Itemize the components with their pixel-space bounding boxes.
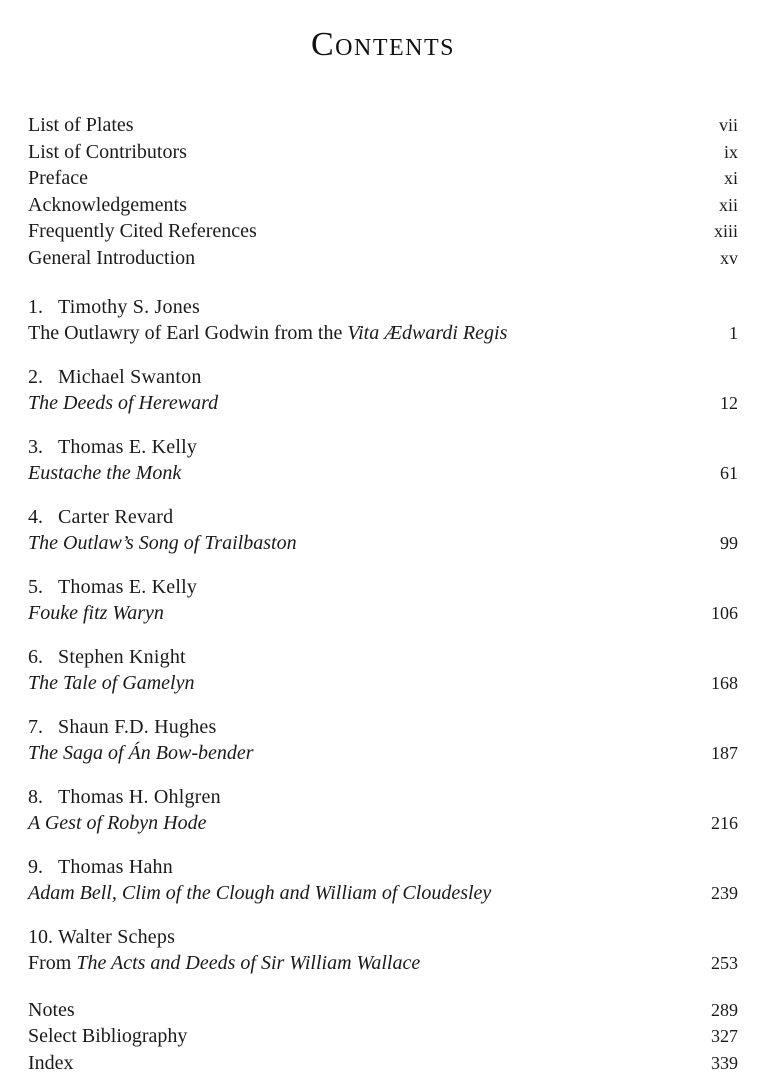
chapter-heading — [28, 574, 738, 600]
chapter-title — [28, 740, 680, 767]
chapter-page: 1 — [729, 322, 738, 343]
front-matter-label: General Introduction — [28, 246, 196, 269]
chapter-title-italic: The Tale of Gamelyn — [28, 671, 195, 694]
chapter-entry — [28, 644, 738, 697]
chapter-number: 3. — [28, 435, 43, 458]
chapter-number: 5. — [28, 575, 43, 598]
chapter-author: Stephen Knight — [58, 645, 186, 668]
chapter-title — [28, 390, 680, 417]
chapter-body — [28, 670, 738, 697]
front-matter-page: xiii — [713, 221, 738, 242]
list-item — [28, 1023, 738, 1050]
front-matter-list — [28, 112, 738, 272]
front-matter-label: Frequently Cited References — [28, 220, 257, 243]
chapter-author: Shaun F.D. Hughes — [58, 715, 217, 738]
chapter-author: Thomas H. Ohlgren — [58, 785, 221, 808]
back-matter-label: Index — [28, 1051, 74, 1074]
chapter-heading — [28, 784, 738, 810]
chapter-title — [28, 670, 680, 697]
chapter-number: 10. — [28, 925, 53, 948]
chapter-title — [28, 810, 680, 837]
chapter-title-italic: The Deeds of Hereward — [28, 391, 219, 414]
chapter-page: 99 — [720, 532, 738, 553]
chapter-body — [28, 810, 738, 837]
front-matter-label: Preface — [28, 167, 88, 190]
chapter-title — [28, 460, 680, 487]
chapter-number: 6. — [28, 645, 43, 668]
front-matter-page: xii — [718, 194, 738, 215]
list-item — [28, 192, 738, 219]
front-matter-label: List of Contributors — [28, 140, 187, 163]
chapter-title-plain: From — [28, 951, 77, 974]
front-matter-page: xv — [720, 247, 738, 268]
contents-page — [0, 18, 768, 1078]
chapter-entry — [28, 294, 738, 347]
chapter-page: 12 — [720, 392, 738, 413]
chapter-body — [28, 880, 738, 907]
chapter-page: 253 — [711, 952, 738, 973]
chapter-author: Thomas E. Kelly — [58, 575, 198, 598]
chapter-page: 106 — [711, 602, 738, 623]
chapter-page: 61 — [720, 462, 738, 483]
chapter-body — [28, 460, 738, 487]
chapter-entry — [28, 924, 738, 977]
chapter-title-italic: The Acts and Deeds of Sir William Wallace — [76, 951, 421, 974]
chapter-heading — [28, 504, 738, 530]
chapter-title-italic: Adam Bell, Clim of the Clough and William of Cloudesley — [28, 881, 492, 904]
chapter-body — [28, 740, 738, 767]
chapter-entry — [28, 364, 738, 417]
chapter-page: 187 — [711, 742, 738, 763]
chapter-list — [28, 294, 738, 977]
chapter-heading — [28, 924, 738, 950]
chapter-title-italic: The Outlaw’s Song of Trailbaston — [28, 531, 297, 554]
list-item — [28, 218, 738, 245]
front-matter-page: vii — [718, 115, 738, 135]
chapter-heading — [28, 854, 738, 880]
back-matter-label: Select Bibliography — [28, 1025, 188, 1048]
chapter-author: Timothy S. Jones — [58, 295, 200, 318]
chapter-entry — [28, 434, 738, 487]
chapter-body — [28, 320, 738, 347]
chapter-page: 168 — [711, 672, 738, 693]
chapter-title — [28, 600, 680, 627]
chapter-body — [28, 530, 738, 557]
chapter-page: 239 — [711, 882, 738, 903]
chapter-heading — [28, 644, 738, 670]
list-item — [28, 245, 738, 272]
chapter-entry — [28, 854, 738, 907]
chapter-entry — [28, 504, 738, 557]
chapter-title-plain: The Outlawry of Earl Godwin from the — [28, 321, 348, 344]
chapter-number: 1. — [28, 295, 43, 318]
chapter-author: Thomas Hahn — [58, 855, 173, 878]
back-matter-label: Notes — [28, 998, 75, 1021]
page-title: Contents — [310, 26, 455, 63]
chapter-title-italic: A Gest of Robyn Hode — [28, 811, 207, 834]
back-matter-list — [28, 997, 738, 1077]
chapter-entry — [28, 574, 738, 627]
chapter-number: 8. — [28, 785, 43, 808]
chapter-number: 4. — [28, 505, 43, 528]
list-item — [28, 165, 738, 192]
list-item — [28, 997, 738, 1024]
chapter-number: 2. — [28, 365, 43, 388]
chapter-entry — [28, 714, 738, 767]
chapter-title-italic: Fouke fitz Waryn — [28, 601, 164, 624]
chapter-body — [28, 600, 738, 627]
chapter-author: Carter Revard — [58, 505, 174, 528]
chapter-title-italic: Eustache the Monk — [28, 461, 182, 484]
front-matter-page: ix — [723, 141, 738, 162]
chapter-author: Michael Swanton — [58, 365, 202, 388]
chapter-heading — [28, 364, 738, 390]
chapter-title — [28, 530, 680, 557]
back-matter-page: 327 — [711, 1026, 738, 1047]
chapter-title-italic: Vita Ædwardi Regis — [347, 321, 508, 344]
chapter-page: 216 — [711, 812, 738, 833]
chapter-body — [28, 950, 738, 977]
chapter-body — [28, 390, 738, 417]
list-item — [28, 112, 738, 139]
list-item — [28, 1050, 738, 1077]
chapter-author: Walter Scheps — [58, 925, 176, 948]
chapter-title — [28, 880, 680, 907]
front-matter-page: xi — [723, 168, 738, 189]
chapter-number: 9. — [28, 855, 43, 878]
list-item — [28, 139, 738, 166]
chapter-title-italic: The Saga of Án Bow-bender — [28, 741, 254, 764]
chapter-title — [28, 950, 680, 977]
chapter-heading — [28, 714, 738, 740]
front-matter-label: Acknowledgements — [28, 193, 187, 216]
chapter-heading — [28, 434, 738, 460]
chapter-author: Thomas E. Kelly — [58, 435, 198, 458]
back-matter-page: 339 — [711, 1052, 738, 1073]
chapter-entry — [28, 784, 738, 837]
chapter-number: 7. — [28, 715, 43, 738]
back-matter-page: 289 — [711, 999, 738, 1020]
front-matter-label: List of Plates — [28, 114, 134, 136]
chapter-title — [28, 320, 680, 347]
chapter-heading — [28, 294, 738, 320]
